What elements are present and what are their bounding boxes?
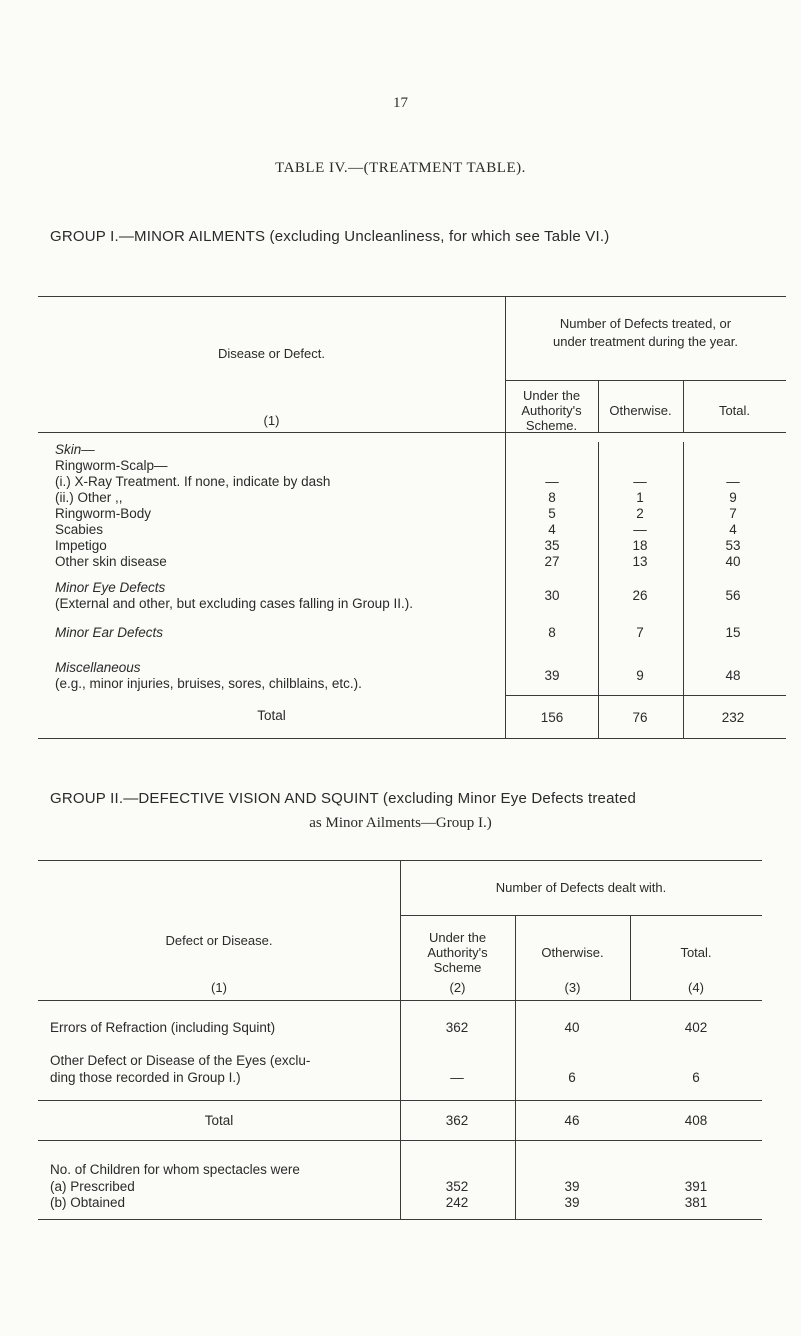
g1-row-other: 13 <box>632 554 648 569</box>
g1-eye-scheme: 30 <box>544 588 560 603</box>
g2-total-scheme: 362 <box>445 1113 469 1128</box>
g1-header-rule <box>38 432 786 433</box>
g1-row-total: 40 <box>725 554 741 569</box>
g1-row-total: — <box>726 474 740 489</box>
g2-prescribed-scheme: 352 <box>445 1179 469 1194</box>
group2-heading-line2: as Minor Ailments—Group I.) <box>309 815 492 831</box>
g2-col-scheme-line2: Authority's <box>427 945 488 960</box>
g1-col-group-line2: under treatment during the year. <box>552 334 738 349</box>
g2-refraction-scheme: 362 <box>445 1020 469 1035</box>
g1-row-other: — <box>633 522 647 537</box>
g2-col-scheme-line3: Scheme <box>433 960 482 975</box>
g2-other-defect-line2: ding those recorded in Group I.) <box>50 1070 241 1085</box>
g1-ear-label: Minor Ear Defects <box>55 625 164 640</box>
g1-row-total: 53 <box>725 538 741 553</box>
g2-other-defect-total: 6 <box>692 1070 700 1085</box>
g2-spectacles-label: No. of Children for whom spectacles were <box>50 1162 300 1177</box>
g1-ringworm-scalp-label: Ringworm-Scalp— <box>55 458 168 473</box>
g1-col-rule-3b <box>683 442 684 738</box>
g2-col-rule-2 <box>515 915 516 1219</box>
g1-col-rule-1 <box>505 296 506 738</box>
g1-row-label: Ringworm-Body <box>55 506 152 521</box>
g2-refraction-other: 40 <box>564 1020 580 1035</box>
g1-total-scheme: 156 <box>540 710 564 725</box>
g2-subheader-rule <box>400 915 762 916</box>
g2-obtained-label: (b) Obtained <box>50 1195 126 1210</box>
g1-eye-label: Minor Eye Defects <box>55 580 166 595</box>
g1-total-total: 232 <box>721 710 745 725</box>
g1-ear-other: 7 <box>636 625 644 640</box>
g1-row-scheme: 35 <box>544 538 560 553</box>
g1-col-group-line1: Number of Defects treated, or <box>559 316 732 331</box>
g1-misc-label: Miscellaneous <box>55 660 141 675</box>
g2-col-other: Otherwise. <box>541 945 604 960</box>
g1-row-other: — <box>633 474 647 489</box>
g1-col-scheme-line3: Scheme. <box>525 418 578 433</box>
g2-col-total: Total. <box>680 945 712 960</box>
g2-obtained-total: 381 <box>684 1195 708 1210</box>
g1-skin-label: Skin— <box>55 442 95 457</box>
g1-row-scheme: — <box>545 474 559 489</box>
g1-row-other: 18 <box>632 538 648 553</box>
g1-col-total: Total. <box>718 403 751 418</box>
g1-col-disease-num: (1) <box>263 413 280 428</box>
g1-row-scheme: 4 <box>548 522 556 537</box>
g1-row-label: Other skin disease <box>55 554 167 569</box>
group1-heading: GROUP I.—MINOR AILMENTS (excluding Uncleanliness, for which see Table VI.) <box>50 228 610 245</box>
group2-heading-line1: GROUP II.—DEFECTIVE VISION AND SQUINT (excluding Minor Eye Defects treated <box>50 790 637 807</box>
g1-row-other: 2 <box>636 506 644 521</box>
g1-row-label: Impetigo <box>55 538 107 553</box>
g1-eye-total: 56 <box>725 588 741 603</box>
g2-other-defect-other: 6 <box>568 1070 576 1085</box>
g1-col-disease: Disease or Defect. <box>218 346 325 361</box>
g1-total-other: 76 <box>632 710 648 725</box>
g2-prescribed-other: 39 <box>564 1179 580 1194</box>
g1-row-total: 7 <box>729 506 737 521</box>
g1-col-scheme-line1: Under the <box>522 388 581 403</box>
g2-refraction-label: Errors of Refraction (including Squint) <box>50 1020 276 1035</box>
g1-col-scheme-line2: Authority's <box>521 403 582 418</box>
g1-col-rule-2b <box>598 442 599 738</box>
g2-col-total-num: (4) <box>688 980 704 995</box>
g1-misc-other: 9 <box>636 668 644 683</box>
g2-col-rule-1 <box>400 860 401 1219</box>
g1-misc-total: 48 <box>725 668 741 683</box>
g2-obtained-other: 39 <box>564 1195 580 1210</box>
g2-bottom-rule <box>38 1219 762 1220</box>
g1-total-label: Total <box>257 708 286 723</box>
g1-top-rule <box>38 296 786 297</box>
g1-row-scheme: 8 <box>548 490 556 505</box>
g1-row-label: (i.) X-Ray Treatment. If none, indicate by dash <box>55 474 331 489</box>
g2-refraction-total: 402 <box>684 1020 708 1035</box>
g1-eye-note: (External and other, but excluding cases falling in Group II.). <box>55 596 413 611</box>
g1-misc-note: (e.g., minor injuries, bruises, sores, chilblains, etc.). <box>55 676 362 691</box>
g2-col-scheme-num: (2) <box>449 980 466 995</box>
g1-col-other: Otherwise. <box>609 403 672 418</box>
g2-total-label: Total <box>204 1113 234 1128</box>
g1-bottom-rule <box>38 738 786 739</box>
g2-prescribed-label: (a) Prescribed <box>50 1179 135 1194</box>
g1-row-other: 1 <box>636 490 644 505</box>
g2-col-defect-num: (1) <box>211 980 227 995</box>
g1-eye-other: 26 <box>632 588 648 603</box>
g1-row-scheme: 27 <box>544 554 560 569</box>
g2-col-other-num: (3) <box>564 980 581 995</box>
g2-total-other: 46 <box>564 1113 580 1128</box>
g1-misc-scheme: 39 <box>544 668 560 683</box>
g1-row-label: (ii.) Other ,, <box>55 490 123 505</box>
g1-row-total: 9 <box>729 490 737 505</box>
g1-row-scheme: 5 <box>548 506 556 521</box>
g2-col-scheme-line1: Under the <box>428 930 487 945</box>
g2-other-defect-scheme: — <box>450 1070 464 1085</box>
g2-other-defect-line1: Other Defect or Disease of the Eyes (exclu- <box>50 1053 311 1068</box>
g1-subheader-rule <box>505 380 786 381</box>
g1-ear-scheme: 8 <box>548 625 556 640</box>
g1-row-total: 4 <box>729 522 737 537</box>
table-title: TABLE IV.—(TREATMENT TABLE). <box>275 160 526 176</box>
g1-row-label: Scabies <box>55 522 104 537</box>
page-number: 17 <box>393 95 408 111</box>
g2-col-group: Number of Defects dealt with. <box>495 880 667 895</box>
g2-total-total: 408 <box>684 1113 708 1128</box>
g2-prescribed-total: 391 <box>684 1179 708 1194</box>
g2-col-defect: Defect or Disease. <box>165 933 273 948</box>
g1-ear-total: 15 <box>725 625 741 640</box>
g2-obtained-scheme: 242 <box>445 1195 469 1210</box>
g1-total-rule <box>505 695 786 696</box>
